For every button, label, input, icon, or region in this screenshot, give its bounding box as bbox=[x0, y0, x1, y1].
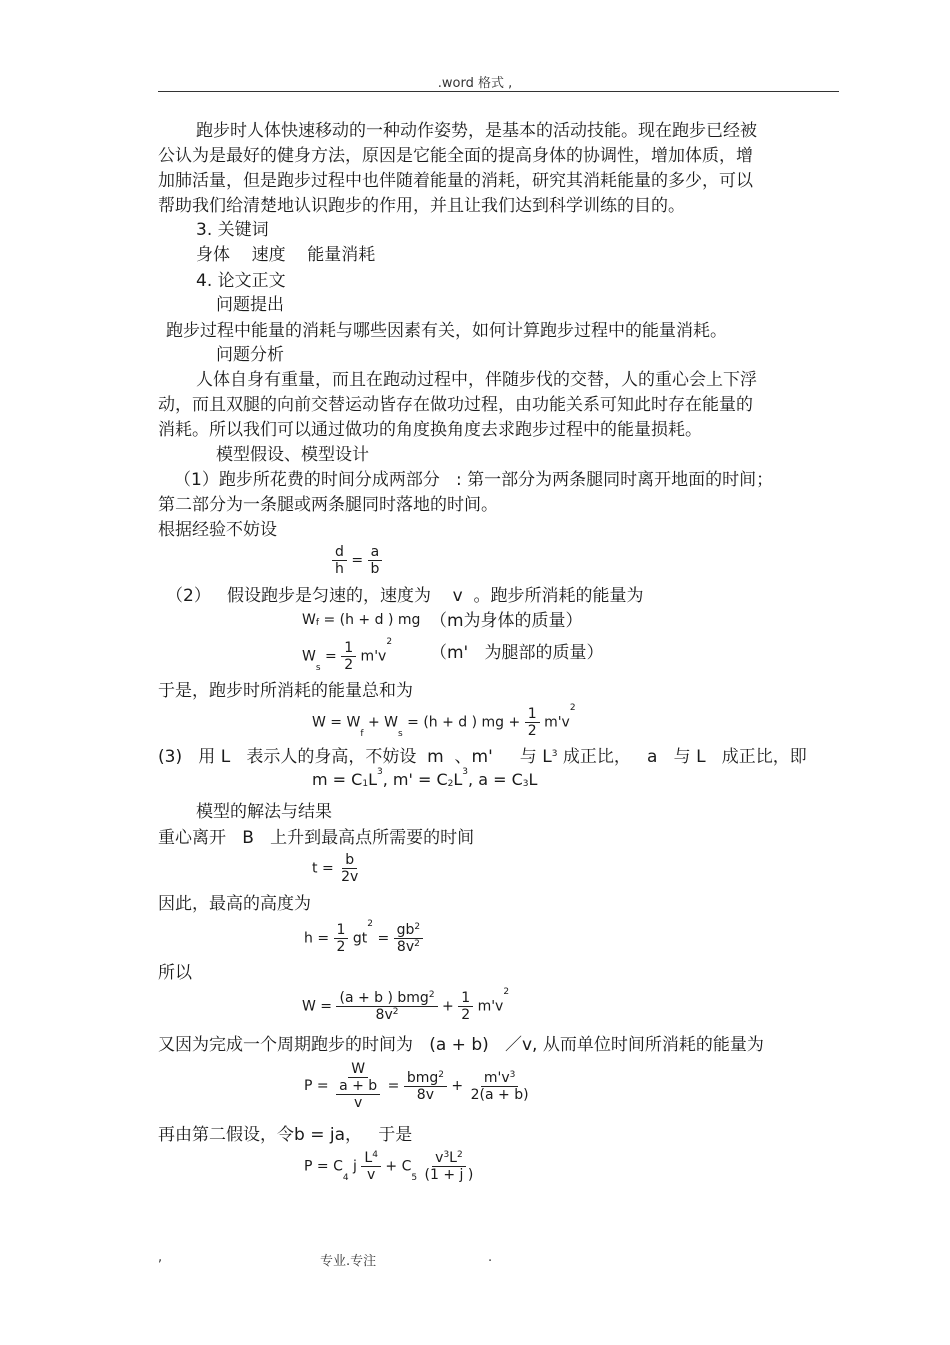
model-line-6-text: (3) 用 L 表示人的身高，不妨设 m 、m' 与 L bbox=[158, 747, 552, 767]
equation-ratio: $\frac{d}{h}$ = $\frac{a}{b}$ bbox=[332, 544, 382, 577]
equation-proportion: $m = C1L^3$, $m' = C2L^3$, a = C3L bbox=[312, 767, 538, 789]
note-body-mass: （m为身体的质量） bbox=[430, 611, 583, 631]
model-line-2: 第二部分为一条腿或两条腿同时落地的时间。 bbox=[158, 495, 498, 515]
model-line-3: 根据经验不妨设 bbox=[158, 520, 277, 540]
equation-ws: Ws = $\frac{1}{2}$ $m'v^2$ bbox=[302, 637, 393, 673]
intro-line-3: 加肺活量，但是跑步过程中也伴随着能量的消耗，研究其消耗能量的多少，可以 bbox=[158, 171, 753, 191]
equation-wf: Wf = (h + d ) mg bbox=[302, 612, 421, 628]
problem-heading: 问题提出 bbox=[216, 295, 284, 315]
model-line-5: 于是，跑步时所消耗的能量总和为 bbox=[158, 681, 413, 701]
intro-line-1: 跑步时人体快速移动的一种动作姿势，是基本的活动技能。现在跑步已经被 bbox=[196, 121, 757, 141]
equation-power: P = $\frac{W}{\frac{a + b}{v}}$ = bmg$^2$ 8v + $\frac{m'v^3}{2(a + b)}$ bbox=[304, 1061, 529, 1111]
solution-line-4 bbox=[158, 1033, 764, 1058]
model-line-6-text-b: 成正比， a 与 L 成正比，即 bbox=[562, 747, 807, 767]
equation-w-result: W = (a + b ) bmg$^2$ $8v^2$ + $\frac{1}{2}$ $m'v^2$ bbox=[302, 987, 510, 1023]
model-line-4: （2） 假设跑步是匀速的，速度为 v 。跑步所消耗的能量为 bbox=[166, 586, 644, 606]
note-leg-mass: （m' 为腿部的质量） bbox=[430, 643, 604, 663]
model-line-6: (3) 用 L 表示人的身高，不妨设 m 、m' 与 $L^3$ 成正比， a 与 L 成正比，即 bbox=[158, 747, 807, 767]
page-header: .word 格式 , bbox=[437, 76, 513, 91]
model-heading: 模型假设、模型设计 bbox=[216, 445, 369, 465]
solution-line-4-text: 又因为完成一个周期跑步的时间为 bbox=[158, 1035, 413, 1055]
problem-text: 跑步过程中能量的消耗与哪些因素有关，如何计算跑步过程中的能量消耗。 bbox=[166, 321, 727, 341]
header-rule bbox=[158, 91, 839, 92]
model-line-1: （1）跑步所花费的时间分成两部分 : 第一部分为两条腿同时离开地面的时间； bbox=[174, 470, 774, 490]
analysis-heading: 问题分析 bbox=[216, 345, 284, 365]
solution-line-1: 重心离开 B 上升到最高点所需要的时间 bbox=[158, 828, 475, 848]
footer-right: . bbox=[488, 1250, 493, 1265]
intro-line-2: 公认为是最好的健身方法，原因是它能全面的提高身体的协调性，增加体质，增 bbox=[158, 146, 753, 166]
keywords-heading: 3. 关键词 bbox=[196, 220, 269, 240]
analysis-line-3: 消耗。所以我们可以通过做功的角度换角度去求跑步过程中的能量损耗。 bbox=[158, 420, 702, 440]
solution-line-4-text-b: (a + b) ／v, 从而单位时间所消耗的能量为 bbox=[429, 1035, 764, 1055]
equation-w-total: W = Wf + Ws = (h + d ) mg + $\frac{1}{2}$ $m'v^2$ bbox=[312, 703, 576, 739]
equation-power-final: P = C4 j $\frac{L^4}{v}$ + C5 $\frac{v^3L^2}{(1 + j )}$ bbox=[304, 1150, 474, 1183]
keywords-list: 身体 速度 能量消耗 bbox=[196, 245, 376, 265]
intro-line-4: 帮助我们给清楚地认识跑步的作用，并且让我们达到科学训练的目的。 bbox=[158, 196, 685, 216]
analysis-line-2: 动，而且双腿的向前交替运动皆存在做功过程，由功能关系可知此时存在能量的 bbox=[158, 395, 753, 415]
equation-height: h = $\frac{1}{2}$ $gt^2$ = $\frac{gb^2}{8v^2}$ bbox=[304, 922, 423, 955]
solution-line-5: 再由第二假设，令b = ja， 于是 bbox=[158, 1125, 413, 1145]
solution-line-3: 所以 bbox=[158, 963, 192, 983]
solution-line-2: 因此，最高的高度为 bbox=[158, 894, 311, 914]
footer-left: , bbox=[158, 1250, 163, 1265]
equation-time: t = $\frac{b}{2v}$ bbox=[312, 852, 359, 885]
footer-center: 专业.专注 bbox=[320, 1254, 377, 1269]
solution-heading: 模型的解法与结果 bbox=[196, 802, 332, 822]
body-heading: 4. 论文正文 bbox=[196, 271, 286, 291]
analysis-line-1: 人体自身有重量，而且在跑动过程中，伴随步伐的交替，人的重心会上下浮 bbox=[196, 370, 757, 390]
